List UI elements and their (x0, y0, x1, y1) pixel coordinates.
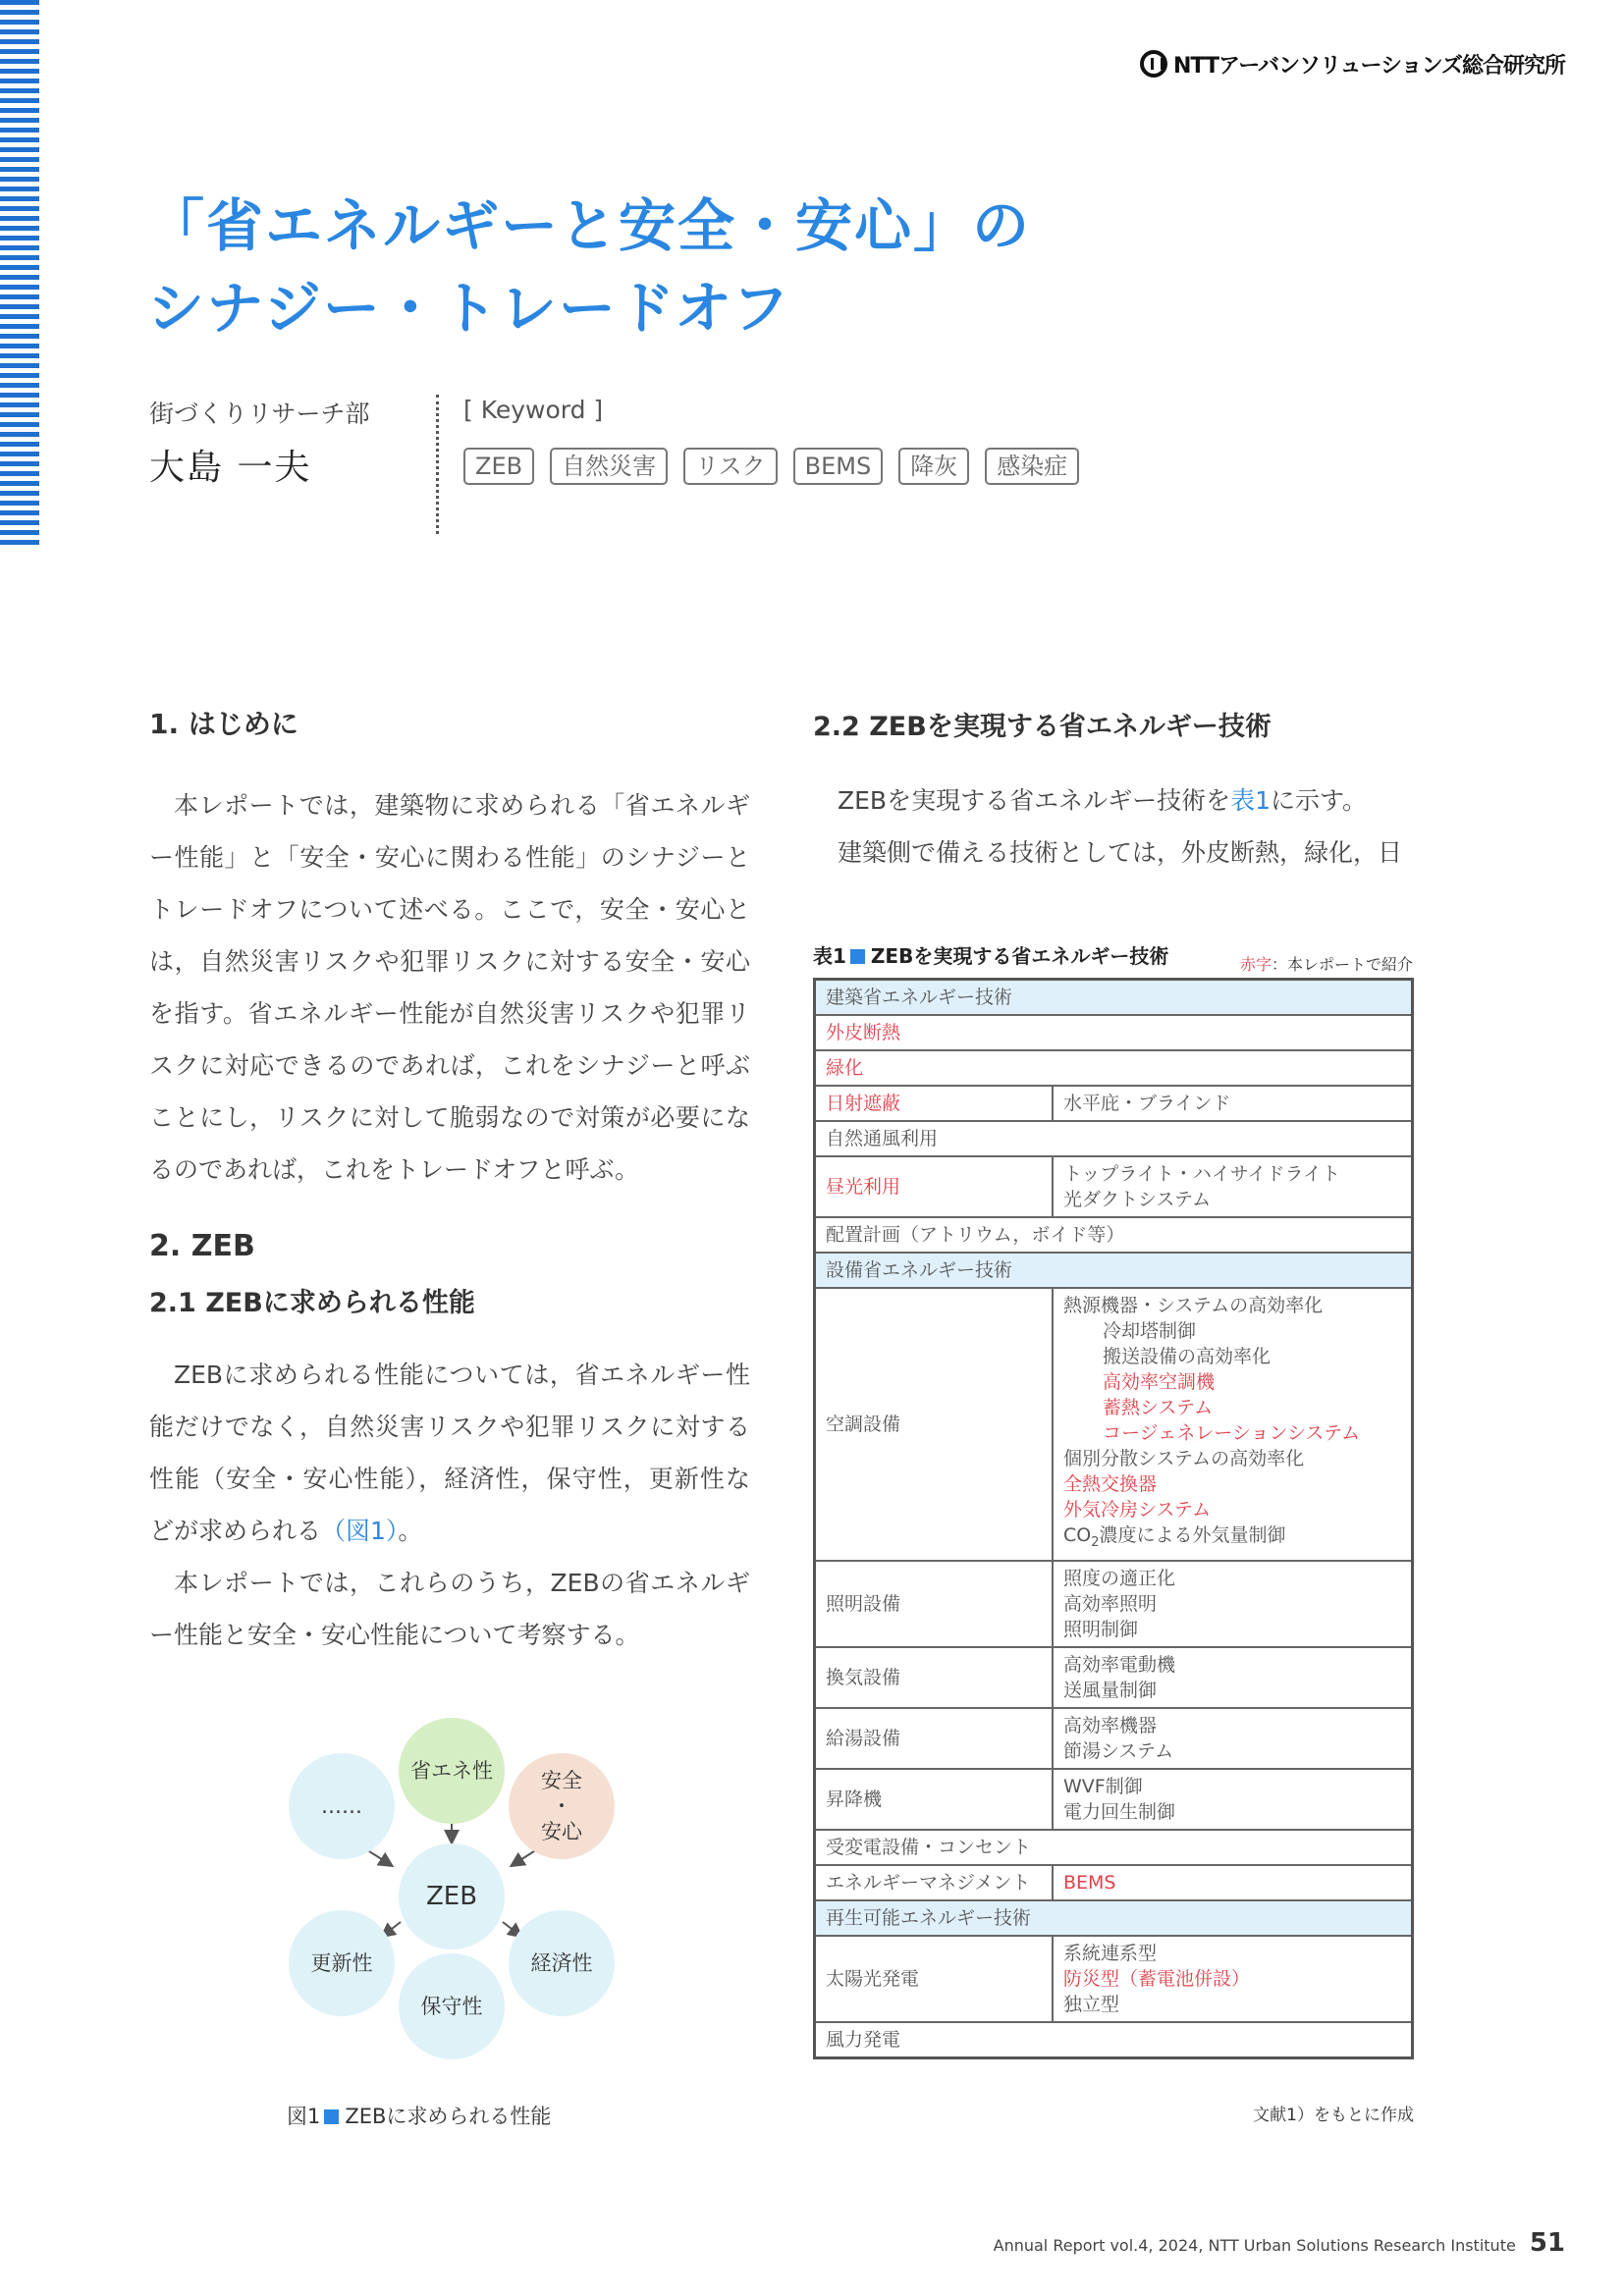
table-header: 再生可能エネルギー技術 (815, 1900, 1413, 1936)
table-row (815, 1830, 1413, 1865)
section-2-heading: 2. ZEB (149, 1229, 255, 1263)
section-2-2-heading: 2.2 ZEBを実現する省エネルギー技術 (813, 712, 1272, 742)
table-row (815, 1865, 1413, 1900)
table-row (815, 1086, 1413, 1121)
table-row (815, 1561, 1413, 1647)
caption-prefix: 表1 (813, 944, 846, 968)
cell-line: 個別分散システムの高効率化 (1063, 1448, 1305, 1469)
title-line-2: シナジー・トレードオフ (147, 275, 791, 342)
table-cell (1053, 1561, 1413, 1647)
section-1-heading: 1. はじめに (149, 708, 298, 740)
table-row (815, 980, 1413, 1016)
cell-line: 高効率照明 (1063, 1592, 1158, 1615)
node-safety-line-2: ・ (551, 1794, 572, 1818)
table-row (815, 1217, 1413, 1253)
author-dept: 街づくりリサーチ部 (149, 400, 370, 428)
keyword-tag: 自然災害 (550, 448, 668, 485)
cell-line: トップライト・ハイサイドライト (1063, 1163, 1340, 1185)
cell-line: 外気冷房システム (1063, 1499, 1212, 1521)
section-2-2-para-1 (813, 774, 1420, 827)
node-zeb: ZEB (399, 1843, 505, 1949)
logo-text: NTTアーバンソリューションズ総合研究所 (1173, 53, 1565, 79)
node-economy: 経済性 (509, 1910, 615, 2016)
node-safety-line-1: 安全 (541, 1769, 582, 1792)
table-cell: BEMS (1053, 1865, 1413, 1900)
cell-line: 節湯システム (1063, 1739, 1174, 1762)
table-cell (1053, 1936, 1413, 2022)
ntt-logo-icon (1140, 50, 1167, 78)
table-cell: 太陽光発電 (815, 1936, 1054, 2022)
co2-subscript: 2 (1091, 1534, 1100, 1550)
page-title (147, 185, 1031, 349)
table-cell (1053, 1156, 1413, 1217)
figure-1-caption (287, 2101, 551, 2130)
caption-text: ZEBに求められる性能 (345, 2105, 552, 2128)
author-name: 大島 一夫 (149, 448, 312, 488)
cell-line: WVF制御 (1063, 1775, 1143, 1797)
para-text: に示す。 (1270, 786, 1367, 815)
co2-rest: 濃度による外気量制御 (1099, 1524, 1286, 1546)
cell-line: 搬送設備の高効率化 (1103, 1346, 1272, 1367)
table-row (815, 1647, 1413, 1708)
keyword-tag: BEMS (793, 448, 884, 485)
table-cell: 昇降機 (815, 1769, 1054, 1830)
table-cell: 日射遮蔽 (815, 1086, 1054, 1121)
cell-line: 照明制御 (1063, 1618, 1139, 1640)
note-red: 赤字 (1239, 955, 1272, 974)
node-energy-saving: 省エネ性 (399, 1718, 505, 1824)
section-2-1-para-2: 本レポートでは，これらのうち，ZEBの省エネルギー性能と安全・安心性能について考察する。 (149, 1569, 750, 1649)
keyword-tag: リスク (683, 448, 778, 485)
para-text: ZEBに求められる性能については，省エネルギー性能だけでなく，自然災害リスクや犯罪リスクに対する性能（安全・安心性能），経済性，保守性，更新性などが求められる (149, 1361, 750, 1545)
table-note (1240, 952, 1413, 975)
para-end: 。 (398, 1517, 423, 1545)
table-cell: 外皮断熱 (815, 1015, 1413, 1050)
keyword-tag: 降灰 (898, 448, 969, 485)
cell-line: 高効率空調機 (1103, 1371, 1216, 1393)
table-cell: 換気設備 (815, 1647, 1054, 1708)
table-cell: 風力発電 (815, 2022, 1413, 2058)
blue-square-icon (850, 949, 865, 964)
cell-line: 全熱交換器 (1063, 1473, 1158, 1495)
title-line-1: 「省エネルギーと安全・安心」の (147, 192, 1032, 259)
table-row (815, 1900, 1413, 1936)
table-cell: 受変電設備・コンセント (815, 1830, 1413, 1865)
node-safety-line-3: 安心 (541, 1820, 582, 1843)
table-cell: 給湯設備 (815, 1708, 1054, 1769)
node-safety (509, 1753, 615, 1859)
figure-1-ref[interactable]: （図1） (321, 1517, 399, 1545)
co2-text: CO (1063, 1524, 1092, 1546)
cell-line: 電力回生制御 (1063, 1800, 1176, 1823)
table-cell (1053, 1647, 1413, 1708)
table-1-ref[interactable]: 表1 (1230, 786, 1271, 815)
cell-line: 高効率機器 (1063, 1714, 1158, 1736)
keyword-list (463, 448, 1079, 485)
table-cell: エネルギーマネジメント (815, 1865, 1054, 1900)
cell-line: 冷却塔制御 (1103, 1320, 1197, 1342)
node-other: …… (289, 1753, 395, 1859)
section-2-1-heading: 2.1 ZEBに求められる性能 (149, 1288, 475, 1318)
table-1-caption (813, 940, 1168, 969)
table-row (815, 2022, 1413, 2058)
note-rest: ：本レポートで紹介 (1271, 955, 1413, 974)
cell-line: 送風量制御 (1063, 1679, 1158, 1701)
figure-1-diagram (255, 1708, 648, 2061)
cell-line: 蓄熱システム (1103, 1397, 1214, 1418)
section-1-body: 本レポートでは，建築物に求められる「省エネルギー性能」と「安全・安心に関わる性能」のシナジーとトレードオフについて述べる。ここで，安全・安心とは，自然災害リスクや犯罪リスクに対する安全・安心を指す。省エネルギー性能が自然災害リスクや犯罪リスクに対応できるのであれば，これをシナジーと呼ぶことにし，リスクに対して脆弱なので対策が必要になるのであれば，これをトレードオフと呼ぶ。 (149, 791, 750, 1184)
cell-line: 照度の適正化 (1063, 1567, 1176, 1589)
footer-text: Annual Report vol.4, 2024, NTT Urban Solutions Research Institute (993, 2236, 1516, 2255)
right-column (813, 705, 1420, 879)
keyword-tag: 感染症 (985, 448, 1079, 485)
table-row (815, 1121, 1413, 1156)
node-renewability: 更新性 (289, 1910, 395, 2016)
para-text: ZEBを実現する省エネルギー技術を (838, 786, 1231, 815)
table-header: 設備省エネルギー技術 (815, 1253, 1413, 1288)
cell-line: コージェネレーションシステム (1103, 1422, 1361, 1444)
table-header: 建築省エネルギー技術 (815, 980, 1413, 1016)
page-footer (994, 2228, 1565, 2258)
cell-line (1063, 1522, 1401, 1556)
table-source: 文献1）をもとに作成 (1253, 2106, 1414, 2125)
header-logo (1140, 47, 1565, 80)
section-2-2-para-2: 建築側で備える技術としては，外皮断熱，緑化，日 (838, 838, 1403, 867)
section-2-1-para-1 (149, 1349, 750, 1557)
table-row (815, 1253, 1413, 1288)
cell-line: 防災型（蓄電池併設） (1063, 1967, 1251, 1990)
keyword-label: [ Keyword ] (463, 396, 604, 424)
cell-line: 熱源機器・システムの高効率化 (1063, 1295, 1324, 1316)
table-row (815, 1769, 1413, 1830)
table-cell (1053, 1288, 1413, 1561)
cell-line: 高効率電動機 (1063, 1653, 1176, 1676)
decorative-stripes (0, 0, 39, 550)
table-row (815, 1936, 1413, 2022)
table-row (815, 1288, 1413, 1561)
table-row (815, 1050, 1413, 1086)
table-cell: 水平庇・ブラインド (1053, 1086, 1413, 1121)
table-cell: 自然通風利用 (815, 1121, 1413, 1156)
cell-line: 系統連系型 (1063, 1942, 1158, 1964)
table-row (815, 1708, 1413, 1769)
table-row (815, 1015, 1413, 1050)
left-column (149, 703, 750, 1661)
caption-prefix: 図1 (287, 2105, 321, 2128)
table-cell (1053, 1769, 1413, 1830)
cell-line: 独立型 (1063, 1993, 1120, 2015)
table-cell: 空調設備 (815, 1288, 1054, 1561)
blue-square-icon (324, 2109, 339, 2124)
keyword-tag: ZEB (463, 448, 534, 485)
table-cell: 昼光利用 (815, 1156, 1054, 1217)
table-row (815, 1156, 1413, 1217)
cell-line: 光ダクトシステム (1063, 1189, 1212, 1210)
node-maintenance: 保守性 (399, 1953, 505, 2059)
table-cell: 緑化 (815, 1050, 1413, 1086)
caption-text: ZEBを実現する省エネルギー技術 (870, 944, 1169, 968)
page-number: 51 (1529, 2228, 1565, 2258)
table-cell: 配置計画（アトリウム，ボイド等） (815, 1217, 1413, 1253)
table-cell (1053, 1708, 1413, 1769)
dotted-divider (436, 395, 439, 534)
zeb-technology-table (813, 978, 1414, 2059)
table-cell: 照明設備 (815, 1561, 1054, 1647)
